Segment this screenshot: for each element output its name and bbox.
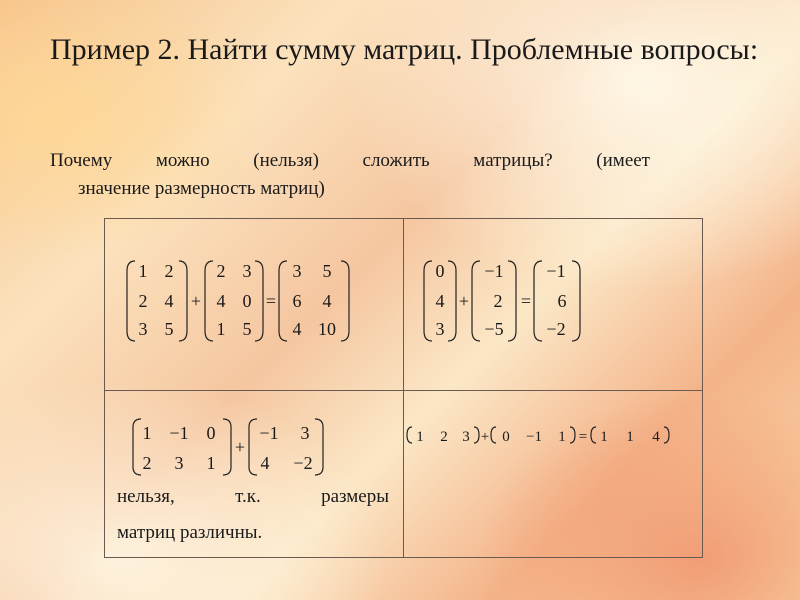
- a-2-1: 2: [138, 291, 148, 311]
- v-b-1: 0: [502, 429, 510, 445]
- row-vector-sum: [404, 391, 702, 451]
- equals-sign: =: [265, 291, 277, 311]
- col-c-1: −1: [546, 261, 566, 281]
- a-1-1: 1: [138, 261, 148, 281]
- example-cell-2: [404, 219, 703, 391]
- c-2-1: 6: [292, 291, 302, 311]
- matrix-sum-3x2: [105, 219, 403, 385]
- note-line-2: матриц различны.: [117, 522, 263, 543]
- plus-sign: +: [458, 291, 470, 311]
- example-cell-3: [105, 391, 404, 558]
- c-1-2: 5: [322, 261, 332, 281]
- v-c-2: 1: [626, 429, 634, 445]
- matrix-sum-mismatch: [105, 391, 403, 481]
- col-a-3: 3: [435, 319, 445, 339]
- v-a-3: 3: [462, 429, 470, 445]
- m-a-1-2: −1: [169, 423, 189, 443]
- plus-sign: +: [190, 291, 202, 311]
- b-3-1: 1: [216, 319, 226, 339]
- question-line-1: Почему можно (нельзя) сложить матрицы? (имеет: [50, 150, 650, 171]
- b-3-2: 5: [242, 319, 252, 339]
- plus-sign: +: [234, 437, 246, 457]
- col-b-3: −5: [484, 319, 504, 339]
- v-b-2: −1: [526, 429, 542, 445]
- a-3-1: 3: [138, 319, 148, 339]
- b-2-2: 0: [242, 291, 252, 311]
- m-b-1-2: 3: [300, 423, 310, 443]
- col-a-1: 0: [435, 261, 445, 281]
- c-2-2: 4: [322, 291, 332, 311]
- a-2-2: 4: [164, 291, 174, 311]
- b-1-2: 3: [242, 261, 252, 281]
- c-3-2: 10: [318, 319, 336, 339]
- col-c-3: −2: [546, 319, 566, 339]
- col-b-2: 2: [493, 291, 503, 311]
- v-a-1: 1: [416, 429, 424, 445]
- col-c-2: 6: [557, 291, 567, 311]
- explanation-note: [117, 479, 389, 551]
- b-1-1: 2: [216, 261, 226, 281]
- examples-table: [104, 218, 703, 558]
- m-a-2-1: 2: [142, 453, 152, 473]
- note-word-2: т.к.: [235, 486, 261, 507]
- example-cell-1: [105, 219, 404, 391]
- m-a-1-1: 1: [142, 423, 152, 443]
- note-word-1: нельзя,: [117, 486, 175, 507]
- example-cell-4: [404, 391, 703, 558]
- col-b-1: −1: [484, 261, 504, 281]
- plus-sign: +: [480, 429, 490, 445]
- v-c-1: 1: [600, 429, 608, 445]
- v-a-2: 2: [440, 429, 448, 445]
- m-a-2-2: 3: [174, 453, 184, 473]
- b-2-1: 4: [216, 291, 226, 311]
- m-b-2-2: −2: [293, 453, 313, 473]
- col-a-2: 4: [435, 291, 445, 311]
- equals-sign: =: [520, 291, 532, 311]
- slide-title: Пример 2. Найти сумму матриц. Проблемные вопросы:: [50, 33, 759, 66]
- v-c-3: 4: [652, 429, 660, 445]
- m-a-1-3: 0: [206, 423, 216, 443]
- v-b-3: 1: [558, 429, 566, 445]
- c-3-1: 4: [292, 319, 302, 339]
- c-1-1: 3: [292, 261, 302, 281]
- question-line-2: значение размерность матриц): [78, 178, 325, 199]
- equals-sign: =: [578, 429, 588, 445]
- note-word-3: размеры: [321, 486, 389, 507]
- m-b-1-1: −1: [259, 423, 279, 443]
- m-b-2-1: 4: [260, 453, 270, 473]
- a-1-2: 2: [164, 261, 174, 281]
- a-3-2: 5: [164, 319, 174, 339]
- m-a-2-3: 1: [206, 453, 216, 473]
- column-sum-3x1: [404, 219, 702, 385]
